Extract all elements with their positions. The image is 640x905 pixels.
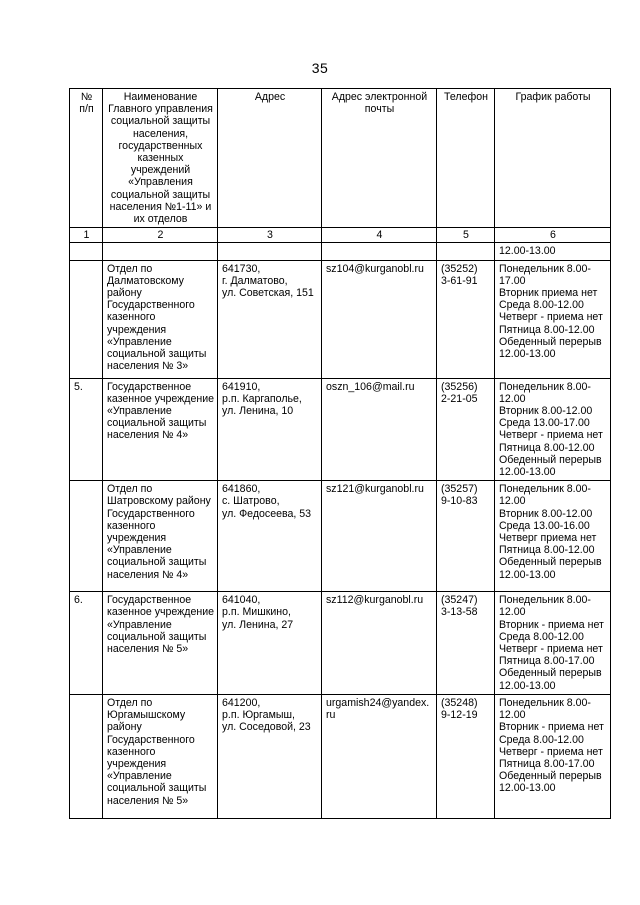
name-cell: Отдел по Далматовскому району Государственного казенного учреждения «Управление социальной защиты населения № 3»: [103, 260, 218, 378]
header-schedule: График работы: [495, 89, 611, 228]
header-email: Адрес электронной почты: [322, 89, 437, 228]
row-number-cell: 5.: [70, 378, 103, 481]
name-cell: Отдел по Шатровскому району Государственного казенного учреждения «Управление социальной защиты населения № 4»: [103, 481, 218, 592]
schedule-cell: Понедельник 8.00- 12.00 Вторник 8.00-12.00 Среда 13.00-17.00 Четверг - приема нет Пятница 8.00-12.00 Обеденный перерыв 12.00-13.00: [495, 378, 611, 481]
header-name: Наименование Главного управления социальной защиты населения, государственных казенных учреждений «Управления социальной защиты населения №1-11» и их отделов: [103, 89, 218, 228]
phone-cell: (35257) 9-10-83: [437, 481, 495, 592]
empty-cell: [70, 243, 103, 260]
header-address: Адрес: [218, 89, 322, 228]
phone-cell: (35248) 9-12-19: [437, 694, 495, 818]
column-number: 6: [495, 228, 611, 243]
email-cell: urgamish24@yandex. ru: [322, 694, 437, 818]
continuation-row: [70, 243, 611, 260]
schedule-cell: Понедельник 8.00- 17.00 Вторник приема нет Среда 8.00-12.00 Четверг - приема нет Пятница 8.00-12.00 Обеденный перерыв 12.00-13.00: [495, 260, 611, 378]
row-number-cell: [70, 260, 103, 378]
header-phone: Телефон: [437, 89, 495, 228]
row-number-cell: 6.: [70, 592, 103, 695]
row-number-cell: [70, 694, 103, 818]
table-row: [70, 481, 611, 592]
schedule-cell: Понедельник 8.00- 12.00 Вторник - приема нет Среда 8.00-12.00 Четверг - приема нет Пятница 8.00-17.00 Обеденный перерыв 12.00-13.00: [495, 592, 611, 695]
address-cell: 641040, р.п. Мишкино, ул. Ленина, 27: [218, 592, 322, 695]
schedule-cell: 12.00-13.00: [495, 243, 611, 260]
table-row: [70, 694, 611, 818]
email-cell: sz104@kurganobl.ru: [322, 260, 437, 378]
name-cell: Государственное казенное учреждение «Управление социальной защиты населения № 5»: [103, 592, 218, 695]
name-cell: Государственное казенное учреждение «Управление социальной защиты населения № 4»: [103, 378, 218, 481]
column-number: 2: [103, 228, 218, 243]
empty-cell: [437, 243, 495, 260]
name-cell: Отдел по Юргамышскому району Государственного казенного учреждения «Управление социальной защиты населения № 5»: [103, 694, 218, 818]
phone-cell: (35256) 2-21-05: [437, 378, 495, 481]
phone-cell: (35247) 3-13-58: [437, 592, 495, 695]
address-cell: 641910, р.п. Каргаполье, ул. Ленина, 10: [218, 378, 322, 481]
empty-cell: [103, 243, 218, 260]
column-number: 1: [70, 228, 103, 243]
schedule-cell: Понедельник 8.00- 12.00 Вторник - приема нет Среда 8.00-12.00 Четверг - приема нет Пятница 8.00-17.00 Обеденный перерыв 12.00-13.00: [495, 694, 611, 818]
table-header-row: [70, 89, 611, 228]
schedule-cell: Понедельник 8.00- 12.00 Вторник 8.00-12.00 Среда 13.00-16.00 Четверг приема нет Пятница 8.00-12.00 Обеденный перерыв 12.00-13.00: [495, 481, 611, 592]
email-cell: sz121@kurganobl.ru: [322, 481, 437, 592]
row-number-cell: [70, 481, 103, 592]
column-number: 3: [218, 228, 322, 243]
institutions-table: [69, 88, 611, 819]
empty-cell: [218, 243, 322, 260]
address-cell: 641730, г. Далматово, ул. Советская, 151: [218, 260, 322, 378]
table-row: [70, 378, 611, 481]
column-number-row: [70, 228, 611, 243]
email-cell: oszn_106@mail.ru: [322, 378, 437, 481]
column-number: 5: [437, 228, 495, 243]
address-cell: 641860, с. Шатрово, ул. Федосеева, 53: [218, 481, 322, 592]
header-number: № п/п: [70, 89, 103, 228]
email-cell: sz112@kurganobl.ru: [322, 592, 437, 695]
phone-cell: (35252) 3-61-91: [437, 260, 495, 378]
address-cell: 641200, р.п. Юргамыш, ул. Соседовой, 23: [218, 694, 322, 818]
page-number: 35: [311, 60, 329, 76]
table-row: [70, 592, 611, 695]
empty-cell: [322, 243, 437, 260]
table-row: [70, 260, 611, 378]
column-number: 4: [322, 228, 437, 243]
